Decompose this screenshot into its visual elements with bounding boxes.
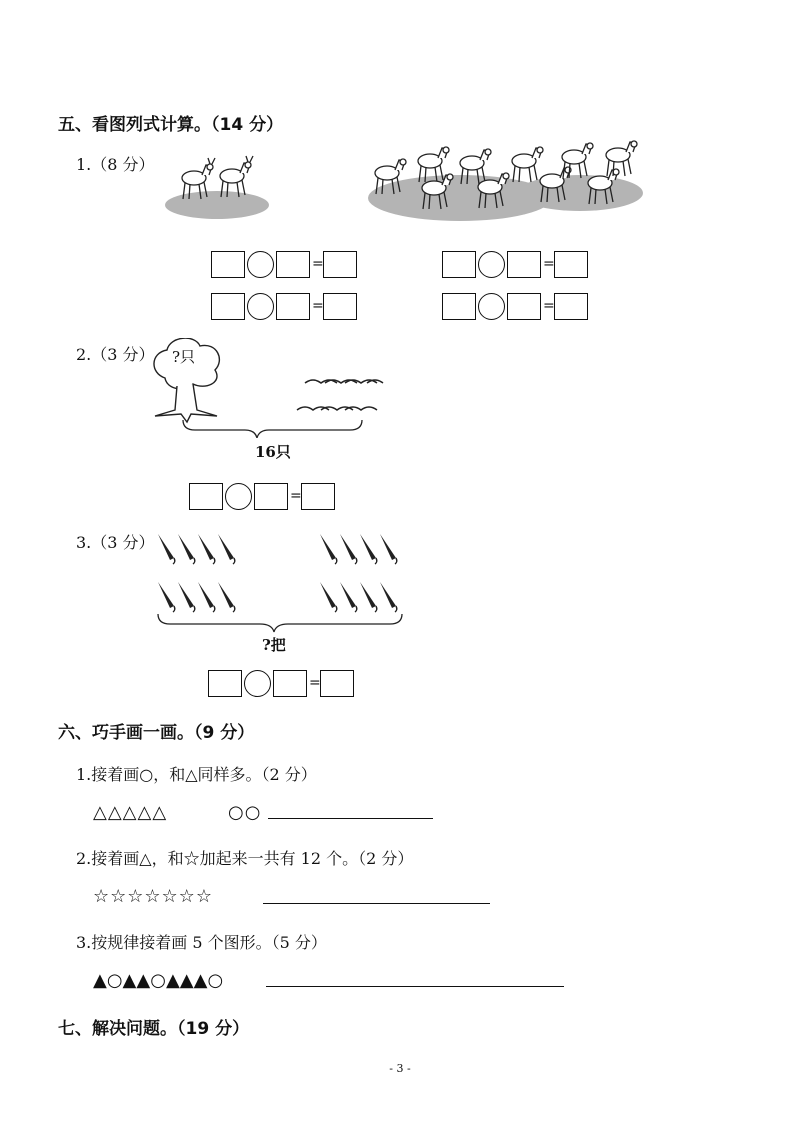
answer-box[interactable] — [323, 251, 357, 278]
section-5-title: 五、看图列式计算。（14 分） — [58, 115, 284, 135]
answer-box[interactable] — [442, 251, 476, 278]
pattern-shapes: ▲○▲▲○▲▲▲○ — [93, 970, 224, 991]
answer-line-2[interactable] — [263, 903, 490, 904]
answer-box[interactable] — [320, 670, 354, 697]
operator-circle[interactable] — [247, 293, 274, 320]
answer-box[interactable] — [211, 251, 245, 278]
section-7-title: 七、解决问题。（19 分） — [58, 1019, 250, 1039]
given-triangles: △△△△△ — [93, 802, 168, 823]
operator-circle[interactable] — [225, 483, 252, 510]
operator-circle[interactable] — [478, 251, 505, 278]
answer-box[interactable] — [276, 251, 310, 278]
birds-icon — [297, 380, 383, 410]
answer-box[interactable] — [276, 293, 310, 320]
equals-sign: = — [543, 298, 555, 314]
answer-box[interactable] — [507, 293, 541, 320]
answer-box[interactable] — [208, 670, 242, 697]
answer-line-1[interactable] — [268, 818, 433, 819]
answer-box[interactable] — [211, 293, 245, 320]
brace-icon — [183, 420, 362, 438]
q2-total-label: 16只 — [255, 443, 291, 461]
equation-template-5[interactable] — [189, 483, 335, 511]
operator-circle[interactable] — [478, 293, 505, 320]
equation-template-3[interactable] — [211, 293, 357, 321]
page-number: - 3 - — [389, 1062, 411, 1075]
answer-box[interactable] — [554, 251, 588, 278]
answer-box[interactable] — [442, 293, 476, 320]
draw-q1-text: 1.接着画○，和△同样多。（2 分） — [76, 765, 317, 784]
equation-template-4[interactable] — [442, 293, 588, 321]
umbrellas-group-bottom-right — [320, 582, 397, 612]
q3-label: 3.（3 分） — [76, 533, 155, 552]
equals-sign: = — [290, 488, 302, 504]
draw-q2-text: 2.接着画△，和☆加起来一共有 12 个。（2 分） — [76, 849, 414, 868]
answer-box[interactable] — [189, 483, 223, 510]
operator-circle[interactable] — [244, 670, 271, 697]
answer-box[interactable] — [254, 483, 288, 510]
section-6-title: 六、巧手画一画。（9 分） — [58, 723, 255, 743]
deer-icon — [512, 147, 543, 182]
answer-box[interactable] — [323, 293, 357, 320]
equation-template-2[interactable] — [442, 251, 588, 279]
deer-icon — [220, 156, 253, 197]
equals-sign: = — [309, 675, 321, 691]
deer-illustration — [160, 128, 650, 228]
operator-circle[interactable] — [247, 251, 274, 278]
answer-box[interactable] — [507, 251, 541, 278]
answer-line-3[interactable] — [266, 986, 564, 987]
answer-box[interactable] — [273, 670, 307, 697]
given-circles: ○○ — [228, 802, 262, 823]
equation-template-6[interactable] — [208, 670, 354, 698]
equals-sign: = — [312, 298, 324, 314]
umbrellas-illustration — [150, 528, 420, 648]
answer-box[interactable] — [554, 293, 588, 320]
umbrellas-group-top-right — [320, 534, 397, 564]
left-ground-ellipse — [165, 191, 269, 219]
tree-question-label: ?只 — [172, 348, 196, 366]
q3-total-label: ?把 — [262, 636, 286, 654]
brace-icon — [158, 614, 402, 632]
umbrellas-group-top-left — [158, 534, 235, 564]
equals-sign: = — [312, 256, 324, 272]
q2-label: 2.（3 分） — [76, 345, 155, 364]
equals-sign: = — [543, 256, 555, 272]
answer-box[interactable] — [301, 483, 335, 510]
given-stars: ☆☆☆☆☆☆☆ — [93, 886, 213, 907]
umbrellas-group-bottom-left — [158, 582, 235, 612]
q1-label: 1.（8 分） — [76, 155, 155, 174]
equation-template-1[interactable] — [211, 251, 357, 279]
draw-q3-text: 3.按规律接着画 5 个图形。（5 分） — [76, 933, 327, 952]
deer-icon — [606, 141, 637, 176]
